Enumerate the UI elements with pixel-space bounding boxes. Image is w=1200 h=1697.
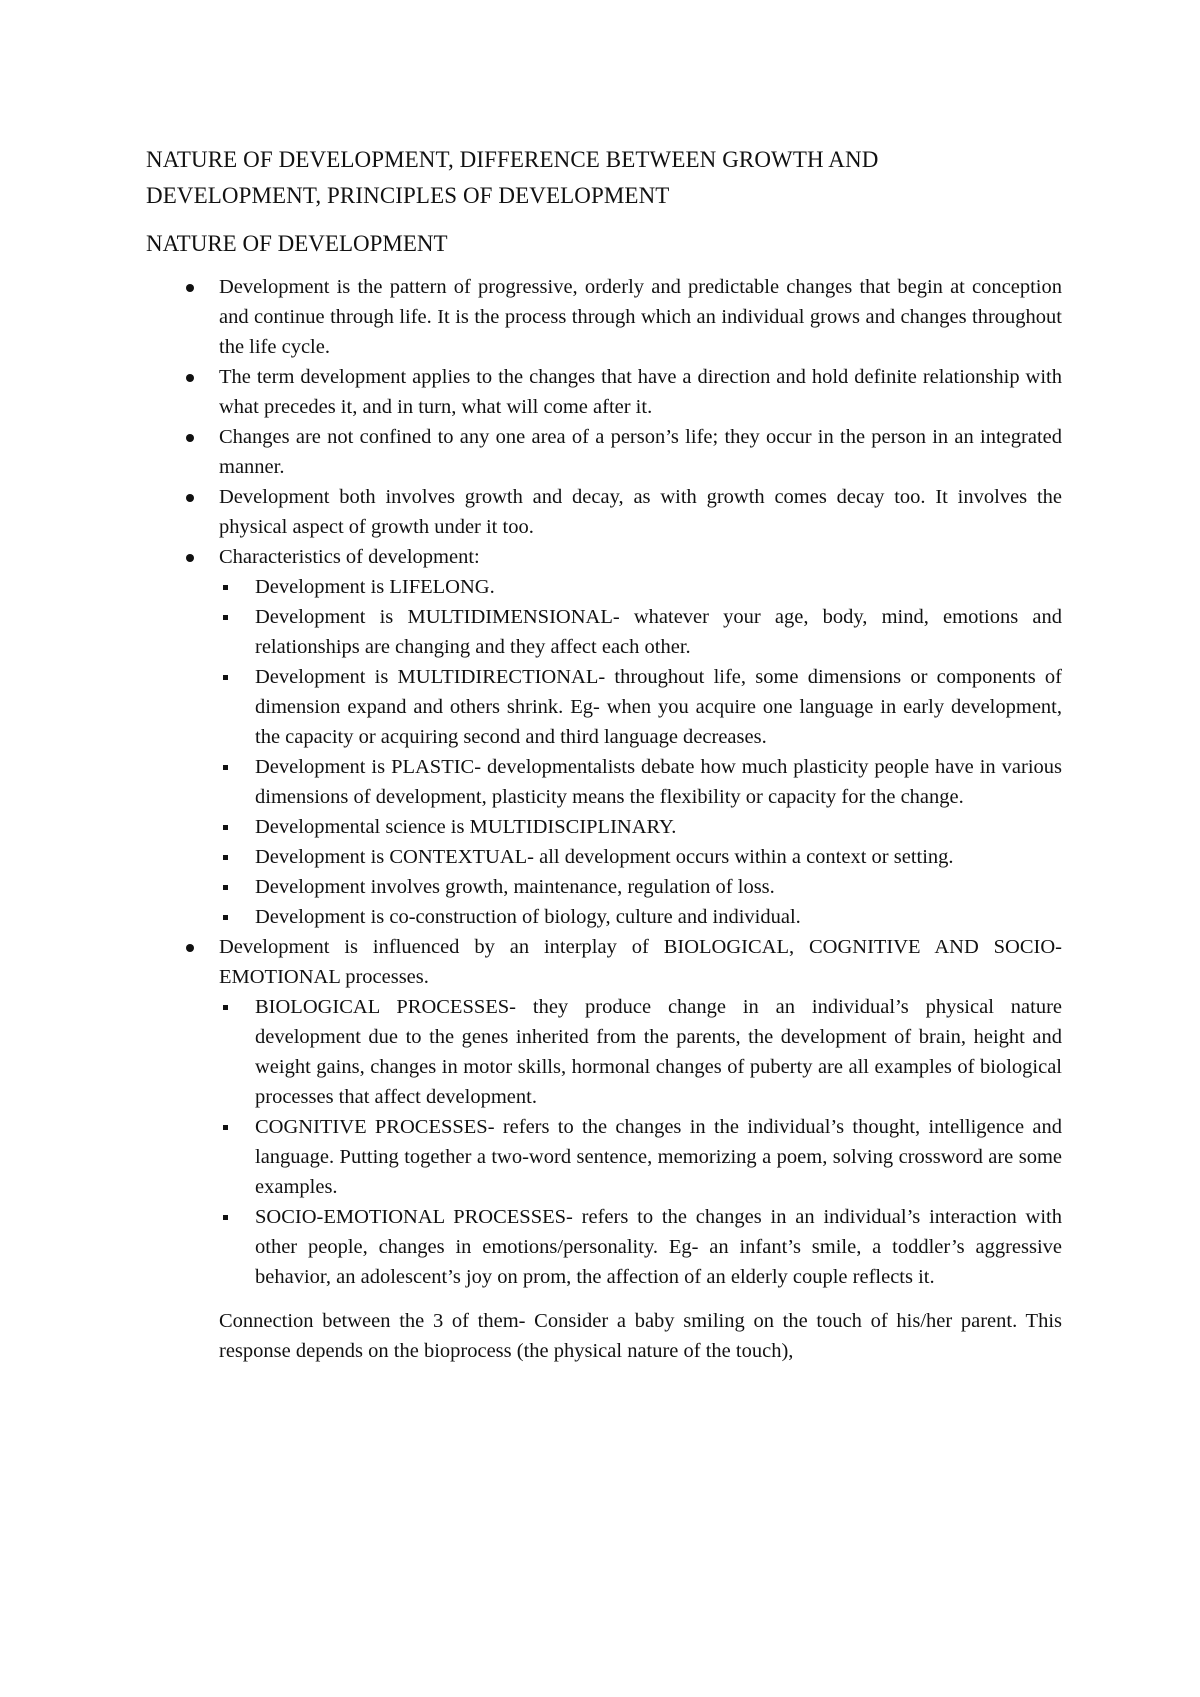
characteristic-text: Development is MULTIDIRECTIONAL- throughout life, some dimensions or components of dimension expand and others shrink. Eg- when you acquire one language in early development, the capacity or acquiring second and third language decreases. — [255, 666, 1062, 748]
square-bullet-icon — [223, 675, 228, 680]
characteristic-item — [219, 872, 1062, 902]
title-line-2: DEVELOPMENT, PRINCIPLES OF DEVELOPMENT — [146, 183, 670, 208]
characteristic-text: Development is MULTIDIMENSIONAL- whatever your age, body, mind, emotions and relationships are changing and they affect each other. — [255, 606, 1062, 658]
bullet-dot-icon — [186, 494, 194, 502]
process-text: COGNITIVE PROCESSES- refers to the changes in the individual’s thought, intelligence and language. Putting together a two-word sentence, memorizing a poem, solving crossword are some examples. — [255, 1116, 1062, 1198]
bullet-list — [146, 272, 1062, 1292]
square-bullet-icon — [223, 1125, 228, 1130]
bullet-item — [146, 422, 1062, 482]
bullet-item — [146, 272, 1062, 362]
processes-list — [219, 992, 1062, 1292]
bullet-text: The term development applies to the changes that have a direction and hold definite relationship with what precedes it, and in turn, what will come after it. — [219, 366, 1062, 418]
bullet-text: Changes are not confined to any one area of a person’s life; they occur in the person in an integrated manner. — [219, 426, 1062, 478]
connection-paragraph: Connection between the 3 of them- Consider a baby smiling on the touch of his/her parent. This response depends on the bioprocess (the physical nature of the touch), — [219, 1310, 1062, 1362]
title-line-1: NATURE OF DEVELOPMENT, DIFFERENCE BETWEEN GROWTH AND — [146, 147, 879, 172]
square-bullet-icon — [223, 885, 228, 890]
bullet-item — [146, 362, 1062, 422]
characteristics-list — [219, 572, 1062, 932]
bullet-dot-icon — [186, 374, 194, 382]
characteristic-text: Development is co-construction of biology, culture and individual. — [255, 906, 801, 928]
characteristic-item — [219, 602, 1062, 662]
characteristic-item — [219, 842, 1062, 872]
square-bullet-icon — [223, 585, 228, 590]
bullet-text: Development is the pattern of progressive, orderly and predictable changes that begin at conception and continue through life. It is the process through which an individual grows and changes throughout the life cycle. — [219, 276, 1062, 358]
bullet-dot-icon — [186, 434, 194, 442]
square-bullet-icon — [223, 765, 228, 770]
characteristic-item — [219, 812, 1062, 842]
process-item — [219, 1112, 1062, 1202]
square-bullet-icon — [223, 615, 228, 620]
characteristic-item — [219, 662, 1062, 752]
document-content — [146, 142, 1062, 1366]
characteristic-text: Development is LIFELONG. — [255, 576, 495, 598]
bullet-dot-icon — [186, 284, 194, 292]
bullet-item-characteristics — [146, 542, 1062, 932]
bullet-item — [146, 482, 1062, 542]
bullet-dot-icon — [186, 554, 194, 562]
section-heading: NATURE OF DEVELOPMENT — [146, 231, 448, 256]
characteristic-item — [219, 572, 1062, 602]
characteristic-text: Development is CONTEXTUAL- all development occurs within a context or setting. — [255, 846, 954, 868]
characteristic-item — [219, 752, 1062, 812]
square-bullet-icon — [223, 915, 228, 920]
process-item — [219, 992, 1062, 1112]
characteristic-text: Developmental science is MULTIDISCIPLINARY. — [255, 816, 677, 838]
square-bullet-icon — [223, 1005, 228, 1010]
process-text: BIOLOGICAL PROCESSES- they produce change in an individual’s physical nature development due to the genes inherited from the parents, the development of brain, height and weight gains, changes in motor skills, hormonal changes of puberty are all examples of biological processes that affect development. — [255, 996, 1062, 1108]
process-text: SOCIO-EMOTIONAL PROCESSES- refers to the changes in an individual’s interaction with other people, changes in emotions/personality. Eg- an infant’s smile, a toddler’s aggressive behavior, an adolescent’s joy on prom, the affection of an elderly couple reflects it. — [255, 1206, 1062, 1288]
bullet-text: Development both involves growth and decay, as with growth comes decay too. It involves the physical aspect of growth under it too. — [219, 486, 1062, 538]
document-title — [146, 142, 1062, 214]
bullet-text: Development is influenced by an interplay of BIOLOGICAL, COGNITIVE AND SOCIO-EMOTIONAL processes. — [219, 936, 1062, 988]
characteristic-text: Development is PLASTIC- developmentalists debate how much plasticity people have in various dimensions of development, plasticity means the flexibility or capacity for the change. — [255, 756, 1062, 808]
bullet-dot-icon — [186, 944, 194, 952]
square-bullet-icon — [223, 1215, 228, 1220]
characteristic-text: Development involves growth, maintenance, regulation of loss. — [255, 876, 775, 898]
characteristic-item — [219, 902, 1062, 932]
square-bullet-icon — [223, 855, 228, 860]
bullet-text: Characteristics of development: — [219, 546, 480, 568]
square-bullet-icon — [223, 825, 228, 830]
bullet-item-processes — [146, 932, 1062, 1292]
process-item — [219, 1202, 1062, 1292]
